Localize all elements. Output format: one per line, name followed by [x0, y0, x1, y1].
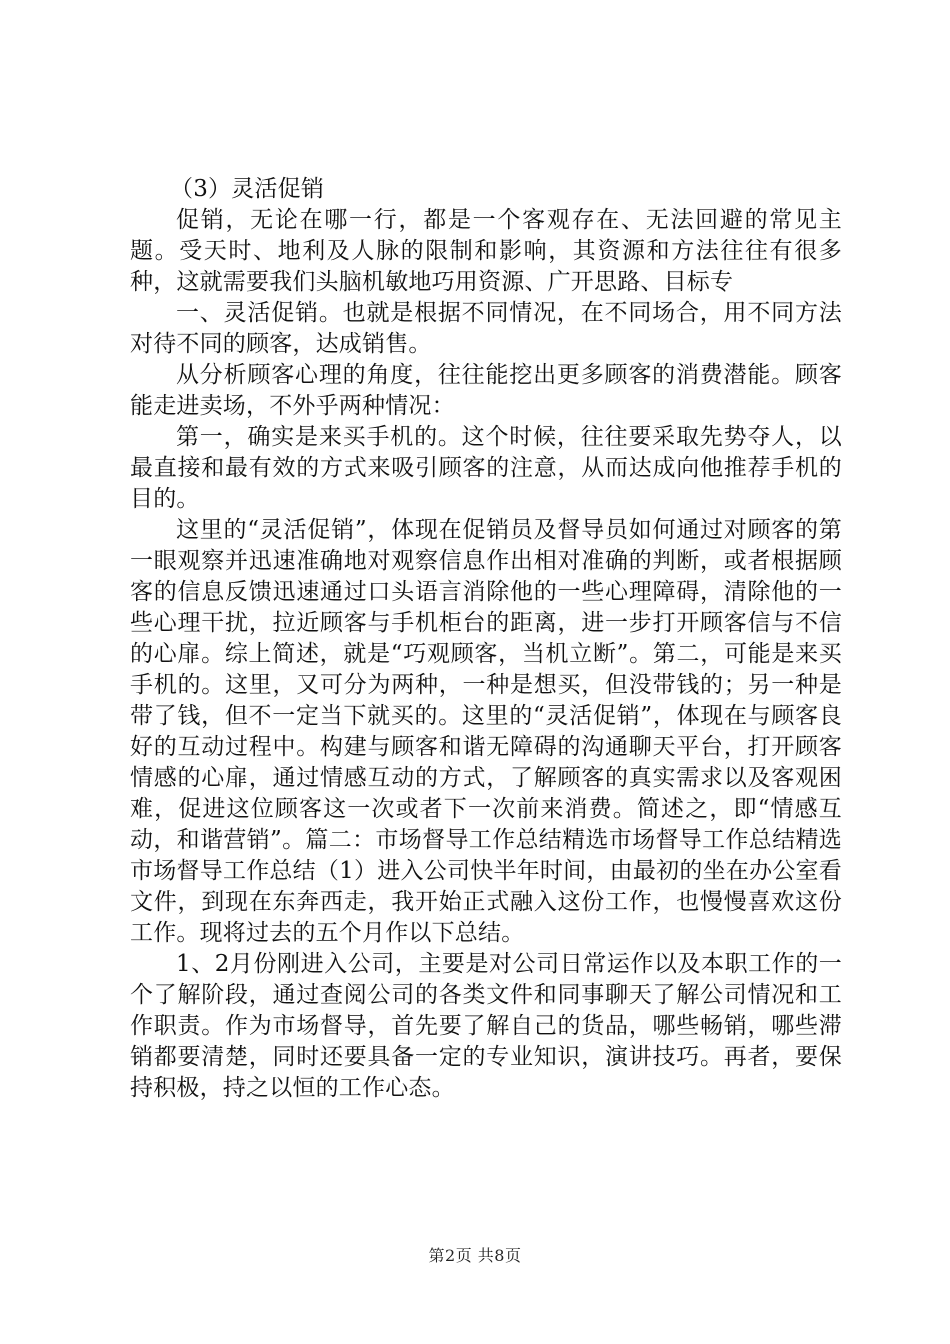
paragraph-case-one: 第一，确实是来买手机的。这个时候，往往要采取先势夺人，以最直接和最有效的方式来吸引顾客的注意，从而达成向他推荐手机的目的。 — [130, 424, 842, 512]
page-footer: 第2页 共8页 — [428, 1246, 522, 1265]
paragraph-flexible-promotion: 一、灵活促销。也就是根据不同情况，在不同场合，用不同方法对待不同的顾客，达成销售。 — [130, 300, 842, 357]
section-heading: （3）灵活促销 — [170, 176, 325, 202]
document-body — [130, 174, 842, 1104]
paragraph-february-summary: 1、2月份刚进入公司，主要是对公司日常运作以及本职工作的一个了解阶段，通过查阅公司的各类文件和同事聊天了解公司情况和工作职责。作为市场督导，首先要了解自己的货品，哪些畅销，哪些滞销都要清楚，同时还要具备一定的专业知识，演讲技巧。再者，要保持积极，持之以恒的工作心态。 — [130, 951, 842, 1101]
paragraph-customer-psychology: 从分析顾客心理的角度，往往能挖出更多顾客的消费潜能。顾客能走进卖场，不外乎两种情况： — [130, 362, 842, 419]
paragraph-flexible-details: 这里的“灵活促销”，体现在促销员及督导员如何通过对顾客的第一眼观察并迅速准确地对观察信息作出相对准确的判断，或者根据顾客的信息反馈迅速通过口头语言消除他的一些心理障碍，清除他的一些心理干扰，拉近顾客与手机柜台的距离，进一步打开顾客信与不信的心扉。综上简述，就是“巧观顾客，当机立断”。第二，可能是来买手机的。这里，又可分为两种，一种是想买，但没带钱的；另一种是带了钱，但不一定当下就买的。这里的“灵活促销”，体现在与顾客良好的互动过程中。构建与顾客和谐无障碍的沟通聊天平台，打开顾客情感的心扉，通过情感互动的方式，了解顾客的真实需求以及客观困难，促进这位顾客这一次或者下一次前来消费。简述之，即“情感互动，和谐营销”。篇二：市场督导工作总结精选市场督导工作总结精选市场督导工作总结（1）进入公司快半年时间，由最初的坐在办公室看文件，到现在东奔西走，我开始正式融入这份工作，也慢慢喜欢这份工作。现将过去的五个月作以下总结。 — [130, 517, 842, 946]
paragraph-promotion-intro: 促销，无论在哪一行，都是一个客观存在、无法回避的常见主题。受天时、地利及人脉的限制和影响，其资源和方法往往有很多种，这就需要我们头脑机敏地巧用资源、广开思路、目标专 — [130, 207, 842, 295]
